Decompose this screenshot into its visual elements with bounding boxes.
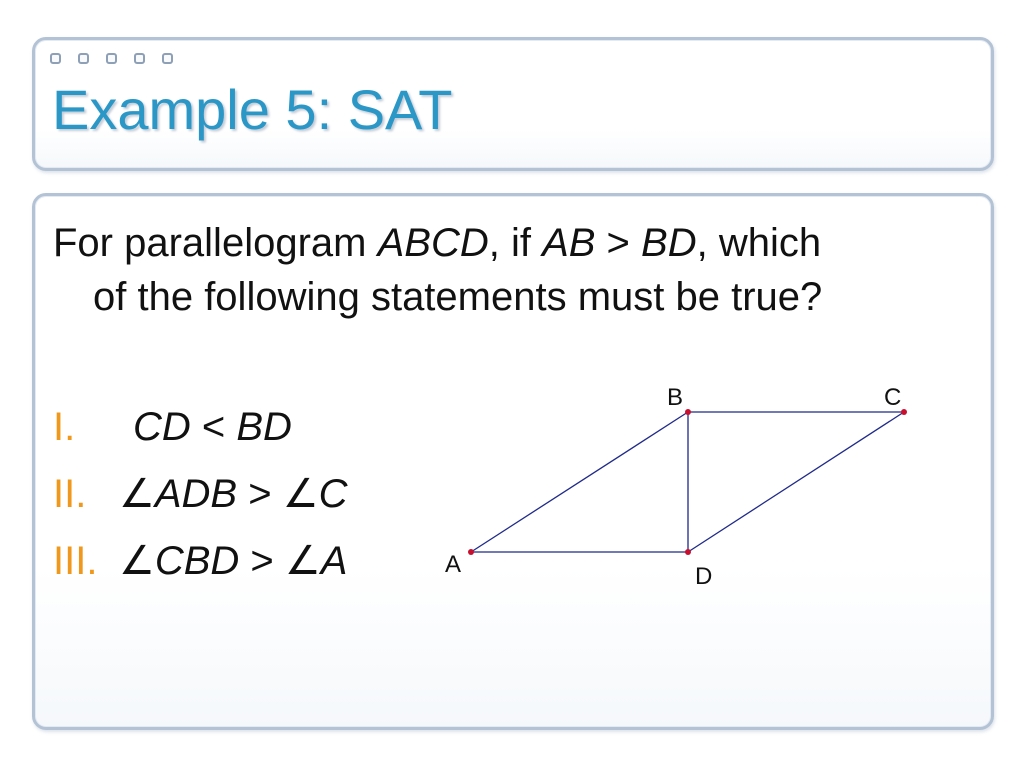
angle-icon: ∠: [284, 539, 321, 583]
statement-term: BD: [236, 405, 292, 449]
question-text-part: For parallelogram: [53, 221, 378, 265]
statement-term: A: [320, 539, 348, 583]
vertex-c-point: [901, 409, 907, 415]
statement-numeral: III.: [53, 539, 98, 583]
question-text-part: , which: [696, 221, 822, 265]
vertex-c-label: C: [884, 384, 902, 411]
question-bd: BD: [641, 221, 697, 265]
question-text-part: , if: [488, 221, 543, 265]
side-cd: [688, 412, 904, 552]
vertex-d-point: [685, 549, 691, 555]
side-ab: [471, 412, 688, 552]
slide-title: Example 5: SAT: [52, 78, 453, 141]
question-ab: AB: [542, 221, 596, 265]
statement-numeral: II.: [53, 472, 87, 516]
question-text-part: >: [595, 221, 642, 265]
angle-icon: ∠: [282, 472, 319, 516]
question-line-2: of the following statements must be true?: [93, 275, 823, 319]
statement-term: C: [318, 472, 348, 516]
vertex-a-label: A: [445, 551, 462, 578]
vertex-b-label: B: [667, 384, 684, 411]
statement-operator: >: [239, 539, 285, 583]
angle-icon: ∠: [119, 539, 155, 583]
statement-operator: <: [190, 405, 237, 449]
statement-term: ADB: [154, 472, 238, 516]
statement-operator: >: [237, 472, 283, 516]
statement-term: CBD: [154, 539, 240, 583]
statement-term: CD: [133, 405, 191, 449]
angle-icon: ∠: [119, 472, 155, 516]
vertex-b-point: [685, 409, 691, 415]
question-abcd: ABCD: [377, 221, 489, 265]
statement-numeral: I.: [53, 405, 76, 449]
vertex-a-point: [468, 549, 474, 555]
vertex-d-label: D: [695, 563, 713, 590]
